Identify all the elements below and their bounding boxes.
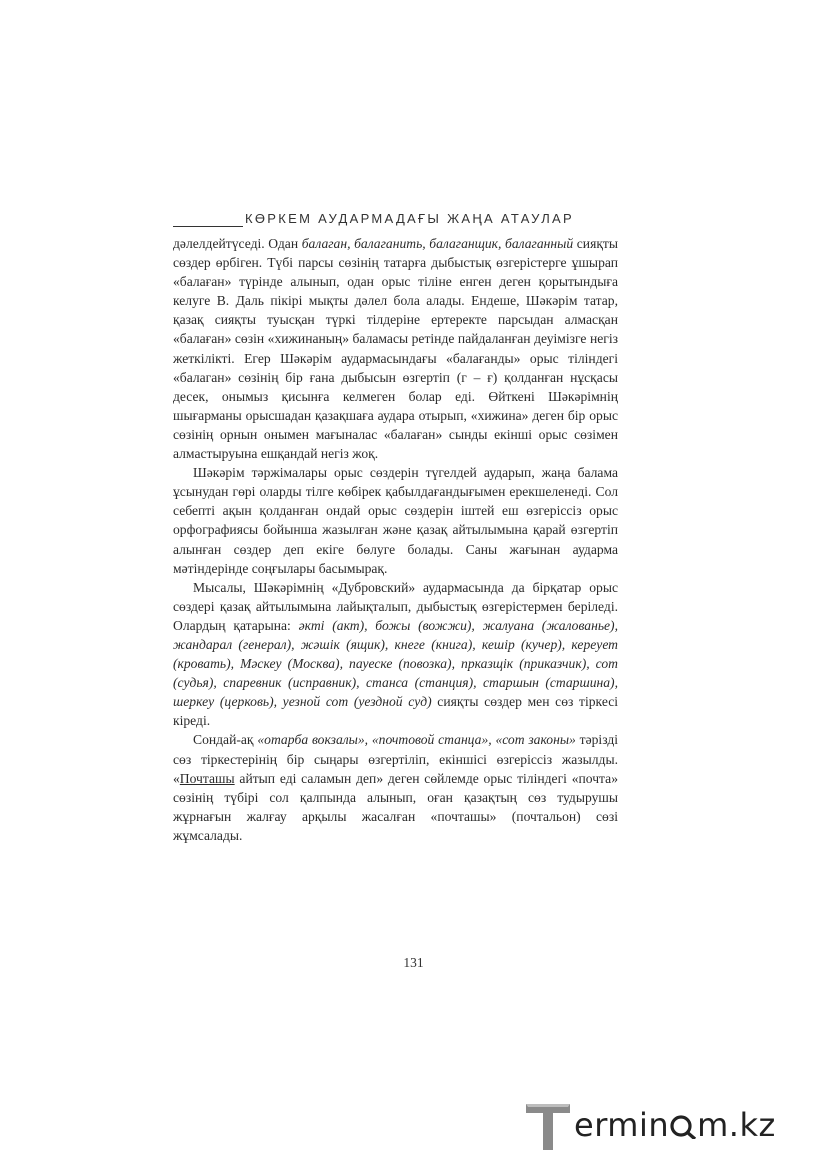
paragraph-text: айтып еді саламын деп» деген сөйлемде орыс тіліндегі «почта» сөзінің түбірі сол қалпында алынып, оған қазақтың сөз тудырушы жұрнағын жалғау арқылы жасалған «почташы» (почтальон) сөзі жұмсалады. xyxy=(173,770,618,843)
paragraph-text: дәлелдейтүседі. Одан xyxy=(173,236,302,251)
main-text xyxy=(173,234,618,845)
paragraph-text: сияқты сөздер мен сөз тіркесі кіреді. xyxy=(173,694,618,729)
termincom-logo xyxy=(524,1094,814,1156)
paragraph-text: тәрізді сөз тіркестерінің бір сыңары өзгертіліп, екіншісі өзгеріссіз жазылды. « xyxy=(173,732,619,786)
italic-examples: әкті (акт), божы (вожжи), жалуана (жалованье), жандарал (генерал), жәшік (ящик), кнеге (книга), кешір (кучер), кереует (кровать), Мәскеу (Москва), пауеске (повозка), прказщік (приказчик), сот (судья), спаревник (исправник), станса (станция), старшын (старшина), шеркеу (церковь), уезной сот (уездной суд) xyxy=(173,617,618,710)
underlined-word: Почташы xyxy=(179,770,235,786)
logo-text-end: m.kz xyxy=(697,1106,776,1144)
page-header xyxy=(173,211,618,233)
logo-text-start: ermin xyxy=(574,1106,670,1144)
logo-t-icon xyxy=(524,1102,572,1152)
paragraph-4 xyxy=(173,730,618,845)
running-title: КӨРКЕМ АУДАРМАДАҒЫ ЖАҢА АТАУЛАР xyxy=(245,211,574,226)
italic-words: балаган, балаганить, балаганщик, балаганный xyxy=(301,236,574,251)
logo-wordmark xyxy=(574,1106,776,1144)
paragraph-3 xyxy=(173,578,618,731)
paragraph-1 xyxy=(173,234,618,463)
paragraph-text: сияқты сөздер өрбіген. Түбі парсы сөзінің татарға дыбыстық өзгерістерге ұшырап «балаған» түрінде алынып, одан орыс тіліне енген деген қорытындыға келуге В. Даль пікірі мықты дәлел бола алады. Ендеше, Шәкәрім татар, қазақ сияқты туысқан түркі тілдеріне ертеректе парсыдан алмасқан «балаған» сөзін «хижинаның» баламасы ретінде пайдаланған деуімізге негіз жеткілікті. Егер Шәкәрім аудармасындағы «балағанды» орыс тіліндегі «балаган» сөзінің бір ғана дыбысын өзгертіп (г – ғ) қолданған нұсқасы десек, онымыз қисынға келмеген болар еді. Өйткені Шәкәрімнің шығарманы орысшадан қазақшаға аудара отырып, «хижина» деген бір орыс сөзінің орнын онымен мағыналас «балаған» сынды екінші орыс сөзімен алмастыруына ешқандай негіз жоқ. xyxy=(173,236,618,462)
italic-phrases: «отарба вокзалы», «почтовой станца», «сот законы» xyxy=(257,732,576,748)
paragraph-text: Сондай-ақ xyxy=(193,732,258,748)
magnifier-o-icon xyxy=(670,1113,696,1139)
page-number: 131 xyxy=(403,955,424,970)
paragraph-text: Мысалы, Шәкәрімнің «Дубровский» аудармасында да бірқатар орыс сөздері қазақ айтылымына лайықталып, дыбыстық өзгерістермен беріледі. Олардың қатарына: xyxy=(173,579,618,633)
paragraph-2: Шәкәрім тәржімалары орыс сөздерін түгелдей аударып, жаңа балама ұсынудан гөрі оларды тілге көбірек қабылдағандығымен ерекшеленеді. Сол себепті ақын қолданған ондай орыс сөздерін іштей еш өзгеріссіз орыс орфографиясы бойынша жазылған және қазақ айтылымына қарай өзгертіп алынған сөздер деп екіге бөлуге болады. Саны жағынан аударма мәтіндерінде соңғылары басымырақ. xyxy=(173,465,618,576)
header-rule xyxy=(173,226,243,227)
